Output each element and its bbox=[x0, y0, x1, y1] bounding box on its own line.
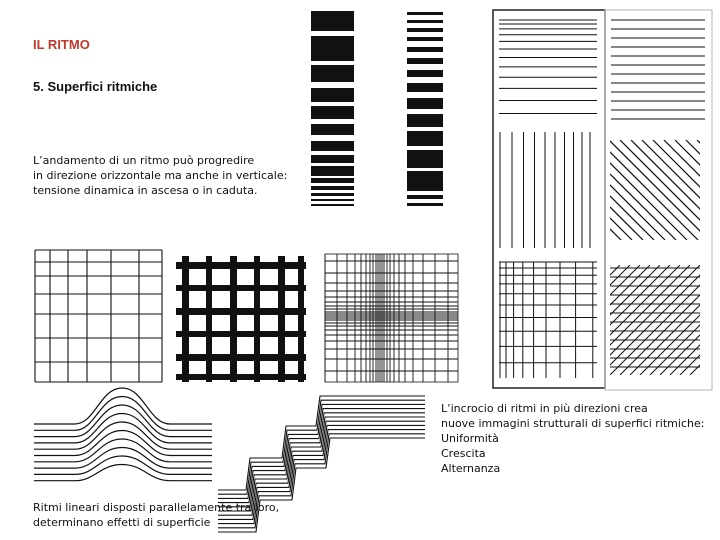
line-mark bbox=[631, 140, 720, 240]
line-mark bbox=[598, 140, 698, 240]
black-bar bbox=[311, 88, 354, 102]
black-bar bbox=[407, 28, 443, 32]
black-bar bbox=[311, 199, 354, 201]
thick-horizontal-bar bbox=[176, 374, 306, 380]
thick-horizontal-bar bbox=[176, 262, 306, 269]
line-mark bbox=[697, 140, 720, 240]
vertical-lines-group bbox=[500, 132, 628, 248]
wave-line bbox=[34, 422, 212, 449]
black-bar bbox=[407, 131, 443, 146]
black-bar bbox=[311, 65, 354, 82]
line-mark bbox=[543, 140, 643, 240]
line-mark bbox=[620, 140, 720, 240]
black-bar bbox=[407, 37, 443, 41]
line-mark bbox=[510, 140, 610, 240]
rhythm-surface-panel bbox=[490, 10, 720, 390]
thick-vertical-bar bbox=[230, 256, 237, 382]
black-bar bbox=[407, 83, 443, 92]
line-mark bbox=[686, 140, 720, 240]
thick-horizontal-bar bbox=[176, 285, 306, 291]
diagonal-lines-group bbox=[510, 140, 720, 240]
black-bar bbox=[311, 166, 354, 176]
text-line: L’andamento di un ritmo può progredire bbox=[33, 154, 255, 167]
black-bar bbox=[407, 203, 443, 206]
black-bar bbox=[407, 195, 443, 199]
thick-horizontal-bar bbox=[176, 308, 306, 315]
line-mark bbox=[521, 140, 621, 240]
black-bar bbox=[311, 186, 354, 190]
text-line: tensione dinamica in ascesa o in caduta. bbox=[33, 184, 258, 197]
black-bar bbox=[311, 36, 354, 61]
step-line bbox=[218, 438, 425, 532]
text-line: nuove immagini strutturali di superfici ritmiche: bbox=[441, 417, 705, 430]
line-mark bbox=[565, 140, 665, 240]
black-bar bbox=[407, 150, 443, 168]
line-mark bbox=[609, 140, 709, 240]
black-bar bbox=[311, 106, 354, 119]
thick-horizontal-bar bbox=[176, 331, 306, 337]
line-mark bbox=[587, 140, 687, 240]
thick-vertical-bar bbox=[298, 256, 304, 382]
wave-line bbox=[34, 465, 212, 481]
text-line: determinano effetti di superficie bbox=[33, 516, 211, 529]
line-mark bbox=[510, 265, 620, 375]
text-line: in direzione orizzontale ma anche in verticale: bbox=[33, 169, 288, 182]
black-bar bbox=[311, 178, 354, 183]
grid-lines-group bbox=[499, 262, 597, 378]
thick-vertical-bar bbox=[182, 256, 189, 382]
black-bar bbox=[407, 70, 443, 77]
dense-crossing-grid-illustration bbox=[325, 254, 458, 382]
line-mark bbox=[653, 140, 720, 240]
black-bar bbox=[311, 204, 354, 206]
line-mark bbox=[500, 265, 610, 375]
black-bar bbox=[407, 58, 443, 64]
slide-subtitle: 5. Superfici ritmiche bbox=[33, 79, 158, 94]
thick-horizontal-bar bbox=[176, 354, 306, 361]
slide-title: IL RITMO bbox=[33, 37, 90, 52]
black-bar bbox=[311, 141, 354, 151]
vertical-rhythm-thin-bars bbox=[407, 12, 443, 206]
thick-vertical-bar bbox=[278, 256, 285, 382]
stepped-lines-illustration bbox=[218, 396, 425, 532]
line-mark bbox=[708, 140, 720, 240]
text-line: Alternanza bbox=[441, 462, 501, 475]
black-bar bbox=[407, 114, 443, 127]
wave-lines-illustration bbox=[34, 388, 212, 481]
line-mark bbox=[700, 265, 720, 375]
text-line: Crescita bbox=[441, 447, 486, 460]
black-bar bbox=[311, 124, 354, 135]
line-mark bbox=[576, 140, 676, 240]
black-bar bbox=[311, 155, 354, 163]
black-bar bbox=[407, 171, 443, 191]
thick-vertical-bar bbox=[254, 256, 260, 382]
wave-line bbox=[34, 388, 212, 424]
text-line: Ritmi lineari disposti parallelamente tra loro, bbox=[33, 501, 280, 514]
line-mark bbox=[554, 140, 654, 240]
wave-line bbox=[34, 405, 212, 437]
thick-vertical-bar bbox=[206, 256, 212, 382]
black-bar bbox=[407, 20, 443, 23]
text-line: L’incrocio di ritmi in più direzioni crea bbox=[441, 402, 648, 415]
black-bar bbox=[407, 98, 443, 109]
vertical-rhythm-thick-bars bbox=[311, 11, 354, 206]
black-bar bbox=[311, 193, 354, 196]
black-bar bbox=[407, 12, 443, 15]
black-bar bbox=[311, 11, 354, 31]
text-line: Uniformità bbox=[441, 432, 499, 445]
thick-grid-illustration bbox=[176, 256, 306, 382]
black-bar bbox=[407, 47, 443, 52]
wave-line bbox=[34, 456, 212, 474]
thin-grid-illustration bbox=[35, 250, 162, 382]
